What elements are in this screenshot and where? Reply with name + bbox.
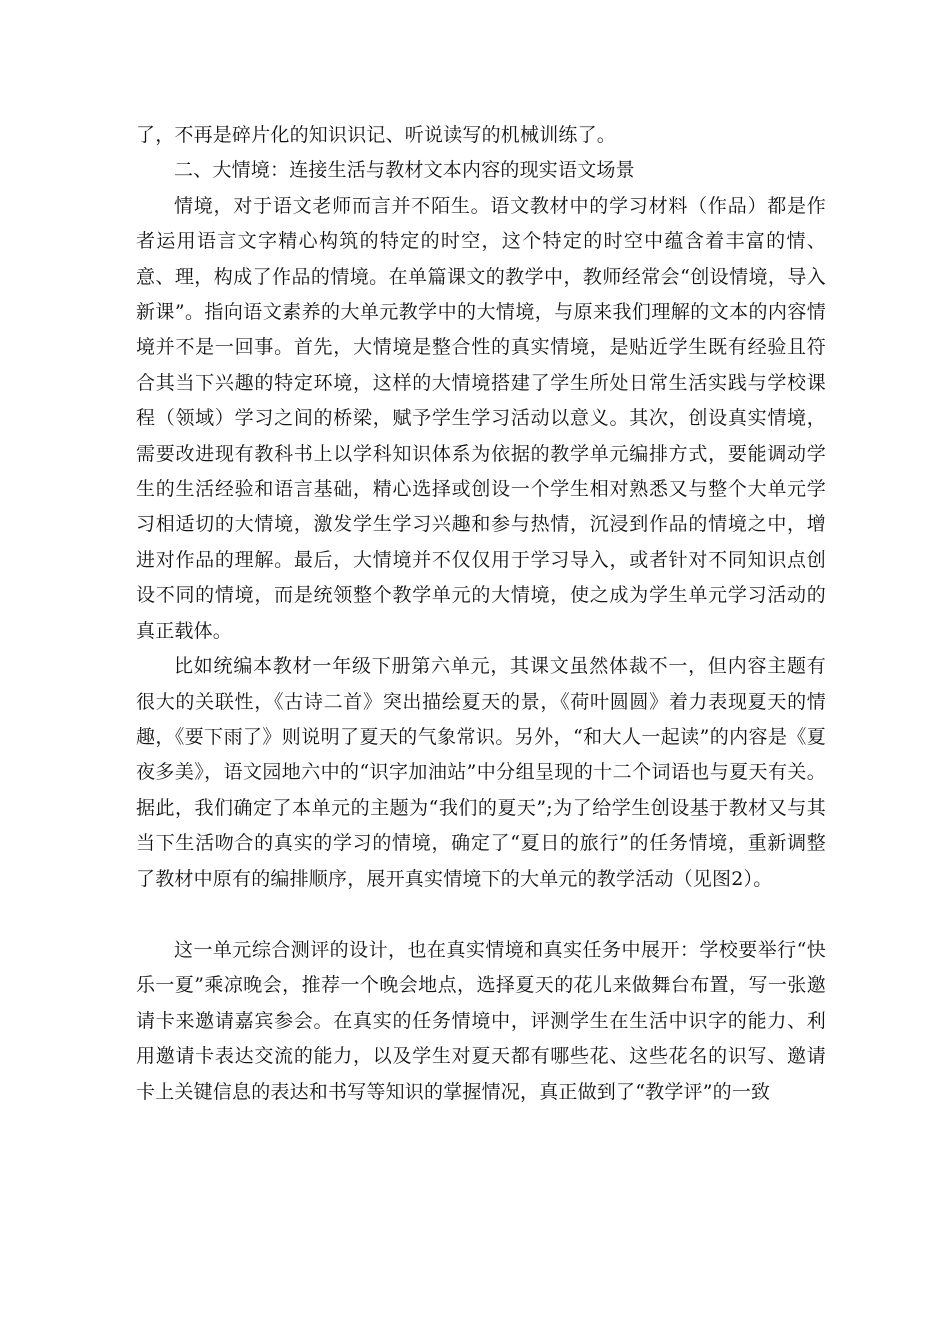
document-page: [136, 118, 826, 1110]
paragraph-continuation: 了，不再是碎片化的知识识记、听说读写的机械训练了。: [136, 124, 617, 146]
paragraph-gap: [136, 897, 826, 933]
paragraph-unit-assessment: 这一单元综合测评的设计，也在真实情境和真实任务中展开：学校要举行“快乐一夏”乘凉晚会，推荐一个晚会地点，选择夏天的花儿来做舞台布置，写一张邀请卡来邀请嘉宾参会。在真实的任务情境中，评测学生在生活中识字的能力、利用邀请卡表达交流的能力，以及学生对夏天都有哪些花、这些花名的识写、邀请卡上关键信息的表达和书写等知识的掌握情况，真正做到了“教学评”的一致: [136, 938, 826, 1103]
paragraph-textbook-example: 比如统编本教材一年级下册第六单元，其课文虽然体裁不一，但内容主题有很大的关联性，《古诗二首》突出描绘夏天的景，《荷叶圆圆》着力表现夏天的情趣，《要下雨了》则说明了夏天的气象常识。另外，“和大人一起读”的内容是《夏夜多美》，语文园地六中的“识字加油站”中分组呈现的十二个词语也与夏天有关。据此，我们确定了本单元的主题为“我们的夏天”;为了给学生创设基于教材又与其当下生活吻合的真实的学习的情境，确定了“夏日的旅行”的任务情境，重新调整了教材中原有的编排顺序，展开真实情境下的大单元的教学活动（见图2）。: [136, 655, 826, 890]
paragraph-situation-definition: 情境，对于语文老师而言并不陌生。语文教材中的学习材料（作品）都是作者运用语言文字精心构筑的特定的时空，这个特定的时空中蕴含着丰富的情、意、理，构成了作品的情境。在单篇课文的教学中，教师经常会“创设情境，导入新课”。指向语文素养的大单元教学中的大情境，与原来我们理解的文本的内容情境并不是一回事。首先，大情境是整合性的真实情境，是贴近学生既有经验且符合其当下兴趣的特定环境，这样的大情境搭建了学生所处日常生活实践与学校课程（领域）学习之间的桥梁，赋予学生学习活动以意义。其次，创设真实情境，需要改进现有教科书上以学科知识体系为依据的教学单元编排方式，要能调动学生的生活经验和语言基础，精心选择或创设一个学生相对熟悉又与整个大单元学习相适切的大情境，激发学生学习兴趣和参与热情，沉浸到作品的情境之中，增进对作品的理解。最后，大情境并不仅仅用于学习导入，或者针对不同知识点创设不同的情境，而是统领整个教学单元的大情境，使之成为学生单元学习活动的真正载体。: [136, 194, 826, 642]
section-heading: 二、大情境：连接生活与教材文本内容的现实语文场景: [174, 159, 635, 182]
